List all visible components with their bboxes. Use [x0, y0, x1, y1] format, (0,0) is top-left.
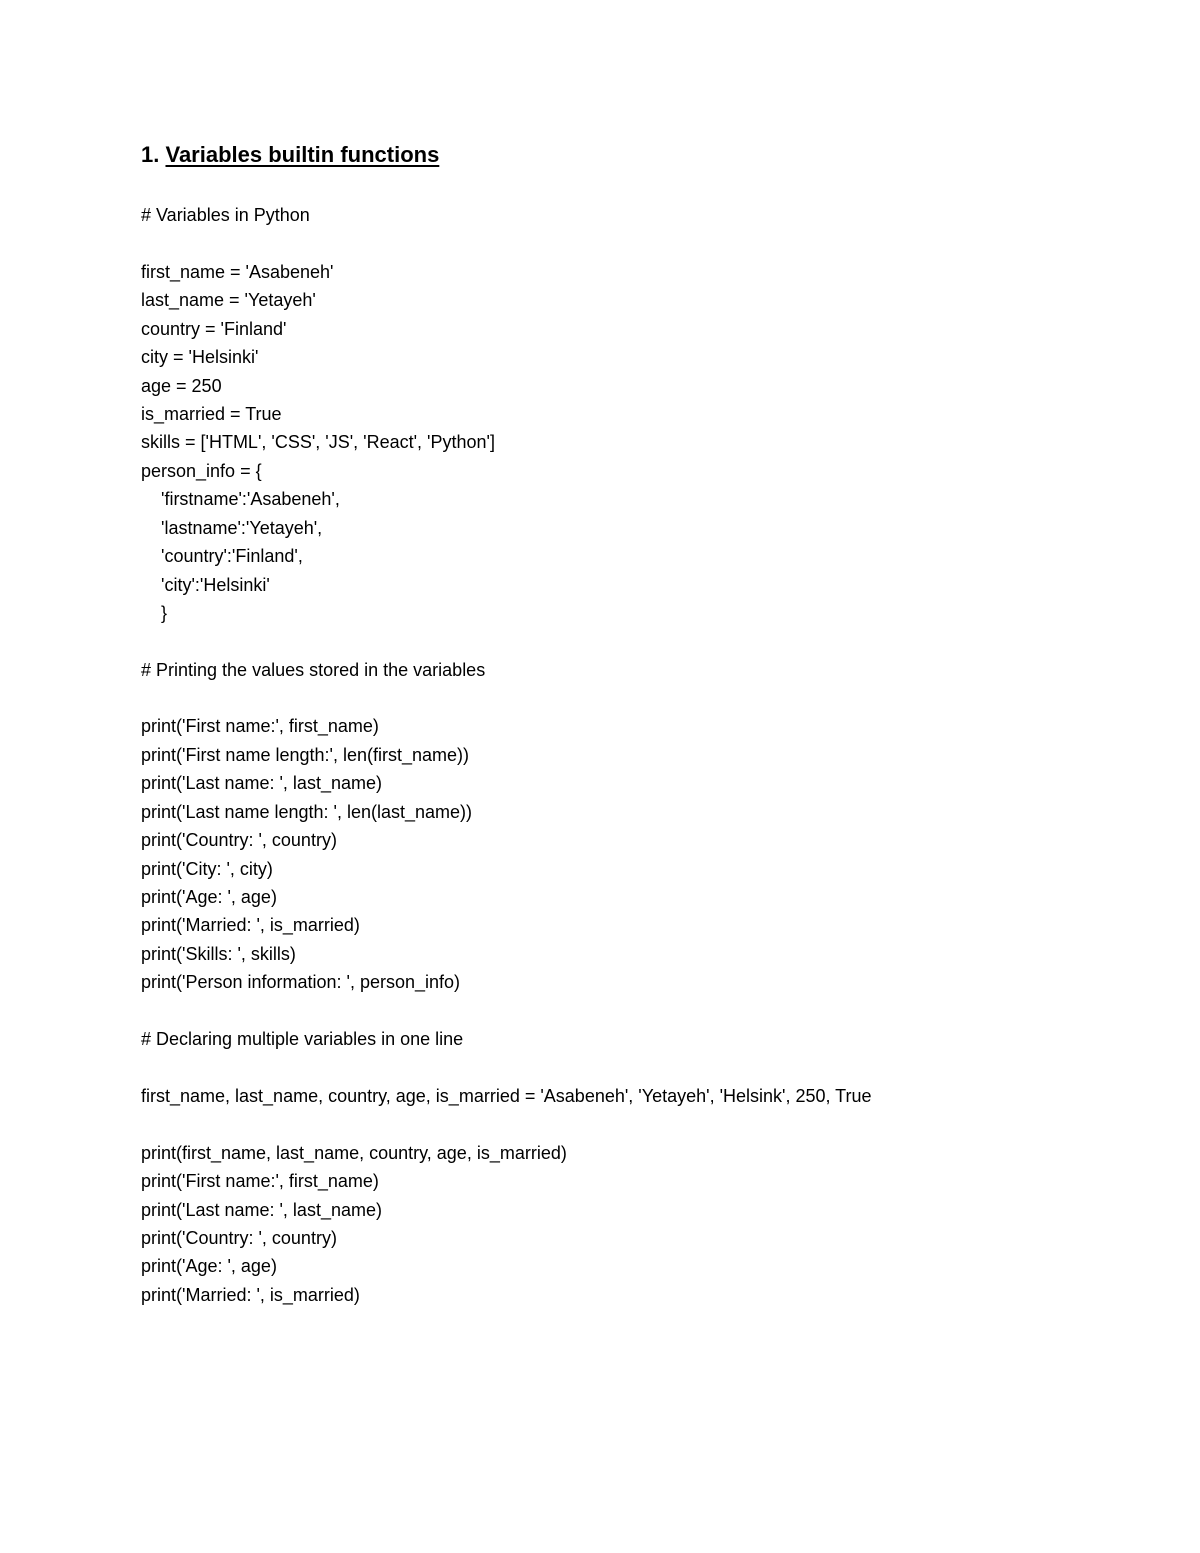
code-line-person-info-close: } — [141, 603, 168, 623]
code-line-city: city = 'Helsinki' — [141, 347, 259, 367]
comment-multiple-variables: # Declaring multiple variables in one line — [141, 1029, 464, 1049]
code-line-print-person-info: print('Person information: ', person_info) — [141, 972, 461, 992]
code-line-skills: skills = ['HTML', 'CSS', 'JS', 'React', 'Python'] — [141, 432, 495, 452]
code-line-print-last-name-2: print('Last name: ', last_name) — [141, 1200, 382, 1220]
code-line-print-first-name-2: print('First name:', first_name) — [141, 1171, 379, 1191]
code-line-print-all: print(first_name, last_name, country, age, is_married) — [141, 1143, 567, 1163]
code-line-country: country = 'Finland' — [141, 319, 287, 339]
comment-variables: # Variables in Python — [141, 205, 310, 225]
code-line-multi-assignment: first_name, last_name, country, age, is_married = 'Asabeneh', 'Yetayeh', 'Helsink', 250, True — [141, 1086, 872, 1106]
code-line-print-first-name-length: print('First name length:', len(first_name)) — [141, 745, 469, 765]
code-line-print-city: print('City: ', city) — [141, 859, 273, 879]
code-line-print-last-name: print('Last name: ', last_name) — [141, 773, 382, 793]
code-line-first-name: first_name = 'Asabeneh' — [141, 262, 334, 282]
code-line-print-last-name-length: print('Last name length: ', len(last_name)) — [141, 802, 473, 822]
code-line-print-first-name: print('First name:', first_name) — [141, 716, 379, 736]
comment-printing: # Printing the values stored in the variables — [141, 660, 486, 680]
code-line-is-married: is_married = True — [141, 404, 282, 424]
code-line-person-country: 'country':'Finland', — [141, 546, 303, 566]
code-line-print-skills: print('Skills: ', skills) — [141, 944, 296, 964]
section-title: Variables builtin functions — [165, 142, 440, 167]
code-line-person-lastname: 'lastname':'Yetayeh', — [141, 518, 323, 538]
code-line-person-firstname: 'firstname':'Asabeneh', — [141, 489, 340, 509]
code-line-person-city: 'city':'Helsinki' — [141, 575, 270, 595]
code-line-person-info-open: person_info = { — [141, 461, 262, 481]
code-line-print-age-2: print('Age: ', age) — [141, 1256, 277, 1276]
code-line-print-age: print('Age: ', age) — [141, 887, 277, 907]
code-line-print-country-2: print('Country: ', country) — [141, 1228, 337, 1248]
code-line-print-married-2: print('Married: ', is_married) — [141, 1285, 360, 1305]
code-line-print-married: print('Married: ', is_married) — [141, 915, 360, 935]
code-line-last-name: last_name = 'Yetayeh' — [141, 290, 316, 310]
section-number: 1. — [141, 142, 160, 167]
code-line-age: age = 250 — [141, 376, 222, 396]
code-line-print-country: print('Country: ', country) — [141, 830, 337, 850]
section-heading — [141, 140, 439, 170]
